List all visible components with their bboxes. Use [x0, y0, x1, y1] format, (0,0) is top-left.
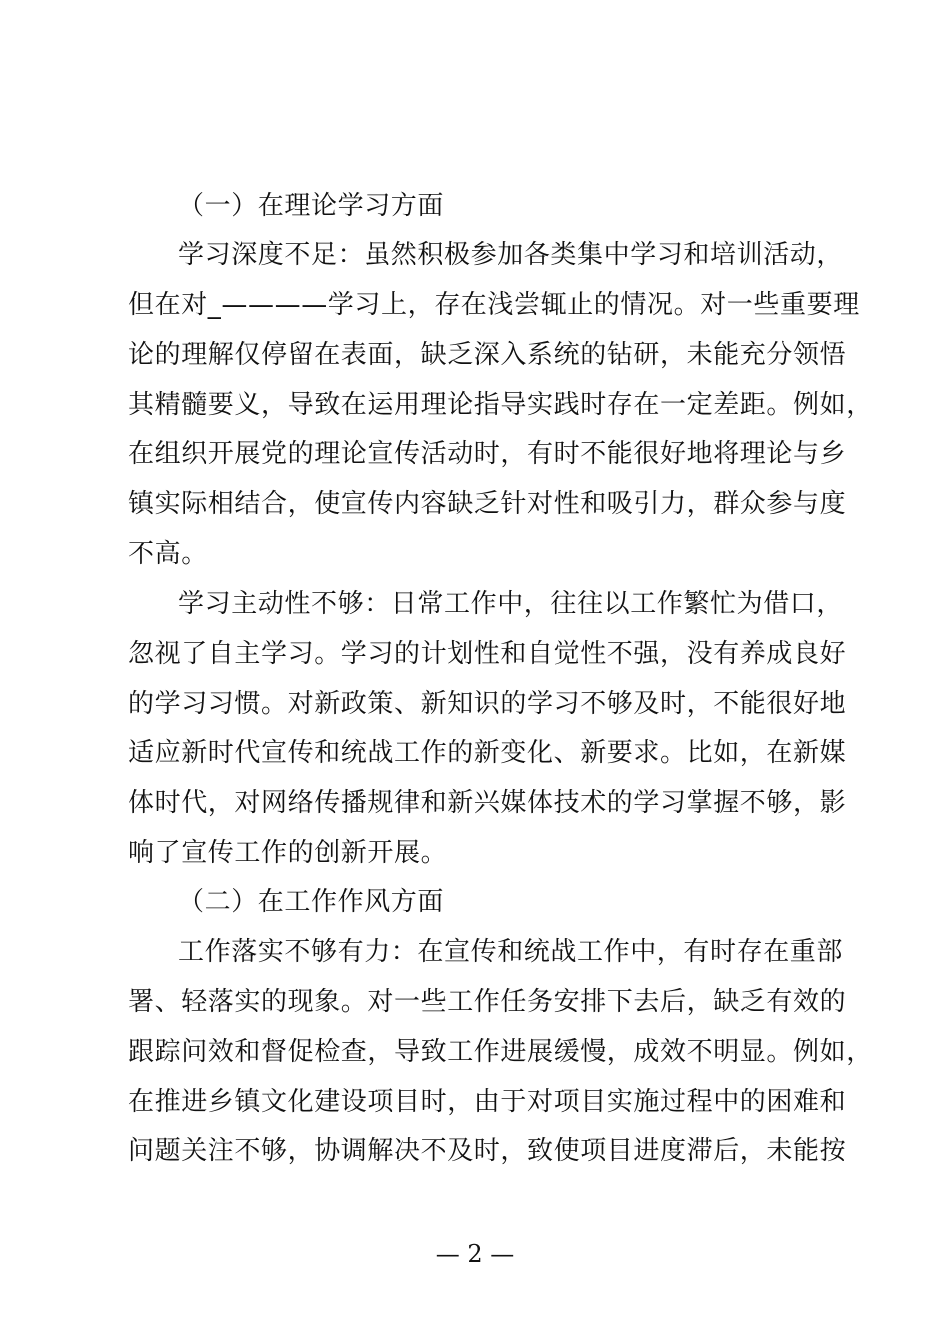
text-line: 署、轻落实的现象。对一些工作任务安排下去后，缺乏有效的 — [128, 987, 847, 1017]
text-line: 的学习习惯。对新政策、新知识的学习不够及时，不能很好地 — [128, 689, 847, 719]
text-line: 其精髓要义，导致在运用理论指导实践时存在一定差距。例如， — [128, 390, 873, 420]
text-line: 适应新时代宣传和统战工作的新变化、新要求。比如，在新媒 — [128, 738, 847, 768]
text-line: 在推进乡镇文化建设项目时，由于对项目实施过程中的困难和 — [128, 1087, 847, 1117]
text-line: 跟踪问效和督促检查，导致工作进展缓慢，成效不明显。例如， — [128, 1037, 873, 1067]
text-line: 学习主动性不够：日常工作中，往往以工作繁忙为借口， — [178, 589, 844, 619]
text-line: 问题关注不够，协调解决不及时，致使项目进度滞后，未能按 — [128, 1136, 847, 1166]
text-line: 忽视了自主学习。学习的计划性和自觉性不强，没有养成良好 — [128, 639, 847, 669]
text-line: 体时代，对网络传播规律和新兴媒体技术的学习掌握不够，影 — [128, 788, 847, 818]
text-line: 但在对_————学习上，存在浅尝辄止的情况。对一些重要理 — [128, 290, 860, 320]
text-line: 论的理解仅停留在表面，缺乏深入系统的钻研，未能充分领悟 — [128, 340, 847, 370]
page-number: — 2 — — [435, 1240, 515, 1268]
section-heading-theory: （一）在理论学习方面 — [178, 191, 445, 221]
text-line: 学习深度不足：虽然积极参加各类集中学习和培训活动， — [178, 240, 844, 270]
text-line: 镇实际相结合，使宣传内容缺乏针对性和吸引力，群众参与度 — [128, 489, 847, 519]
text-line: 工作落实不够有力：在宣传和统战工作中，有时存在重部 — [178, 937, 844, 967]
section-heading-work-style: （二）在工作作风方面 — [178, 887, 445, 917]
text-line: 不高。 — [128, 539, 208, 569]
text-line: 在组织开展党的理论宣传活动时，有时不能很好地将理论与乡 — [128, 439, 847, 469]
text-line: 响了宣传工作的创新开展。 — [128, 838, 448, 868]
